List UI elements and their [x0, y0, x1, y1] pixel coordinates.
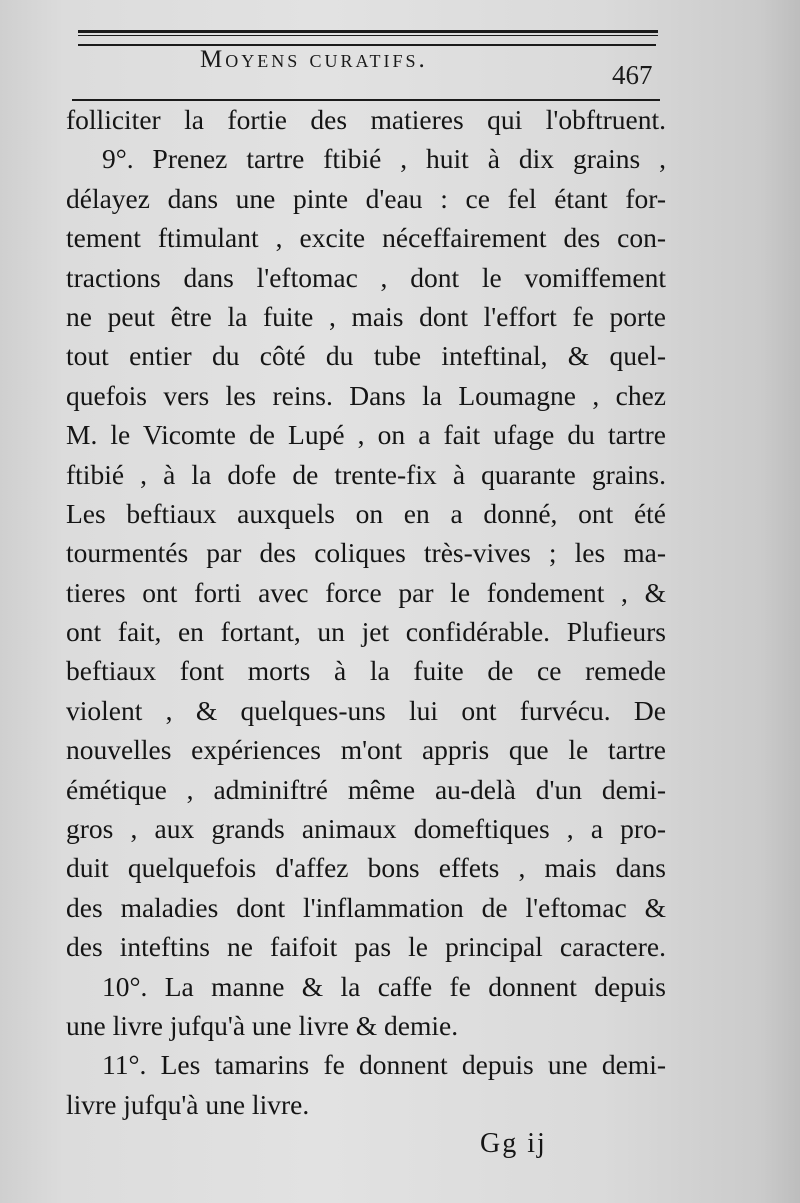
text-line: gros , aux grands animaux domeftiques , a pro-: [66, 813, 666, 845]
text-line: une livre jufqu'à une livre & demie.: [66, 1009, 459, 1041]
text-line: nouvelles expériences m'ont appris que le tartre: [66, 734, 666, 766]
top-rule: [78, 30, 658, 36]
text-line: quefois vers les reins. Dans la Loumagne , chez: [66, 379, 666, 411]
text-line: violent , & quelques-uns lui ont furvécu. De: [66, 694, 666, 726]
text-line: ne peut être la fuite , mais dont l'effort fe porte: [66, 300, 666, 332]
text-line: tourmentés par des coliques très-vives ; les ma-: [66, 537, 666, 569]
body-text: [66, 100, 666, 1124]
text-line: duit quelquefois d'affez bons effets , mais dans: [66, 852, 666, 884]
text-line: M. le Vicomte de Lupé , on a fait ufage du tartre: [66, 419, 666, 451]
text-line: émétique , adminiftré même au-delà d'un demi-: [66, 773, 666, 805]
text-line: 9°. Prenez tartre ftibié , huit à dix grains ,: [102, 143, 666, 175]
text-line: 10°. La manne & la caffe fe donnent depuis: [102, 970, 666, 1002]
text-line: tout entier du côté du tube inteftinal, & quel-: [66, 340, 666, 372]
text-line: tieres ont forti avec force par le fondement , &: [66, 576, 666, 608]
text-line: folliciter la fortie des matieres qui l'obftruent.: [66, 104, 666, 135]
text-line: délayez dans une pinte d'eau : ce fel étant for-: [66, 182, 666, 214]
text-line: ftibié , à la dofe de trente-fix à quarante grains.: [66, 458, 666, 490]
text-line: ont fait, en fortant, un jet confidérable. Plufieurs: [66, 616, 666, 648]
text-line: des inteftins ne faifoit pas le principal caractere.: [66, 931, 666, 963]
text-line: beftiaux font morts à la fuite de ce remede: [66, 655, 666, 687]
text-line: Les beftiaux auxquels on en a donné, ont été: [66, 497, 666, 529]
running-head: Moyens curatifs.: [200, 46, 428, 73]
text-line: livre jufqu'à une livre.: [66, 1088, 310, 1120]
text-line: des maladies dont l'inflammation de l'eftomac &: [66, 891, 666, 923]
text-line: tractions dans l'eftomac , dont le vomiffement: [66, 261, 666, 293]
signature-mark: Gg ij: [480, 1128, 547, 1159]
text-line: 11°. Les tamarins fe donnent depuis une demi-: [102, 1049, 666, 1081]
text-line: tement ftimulant , excite néceffairement des con-: [66, 222, 666, 254]
page-number: 467: [612, 60, 653, 90]
